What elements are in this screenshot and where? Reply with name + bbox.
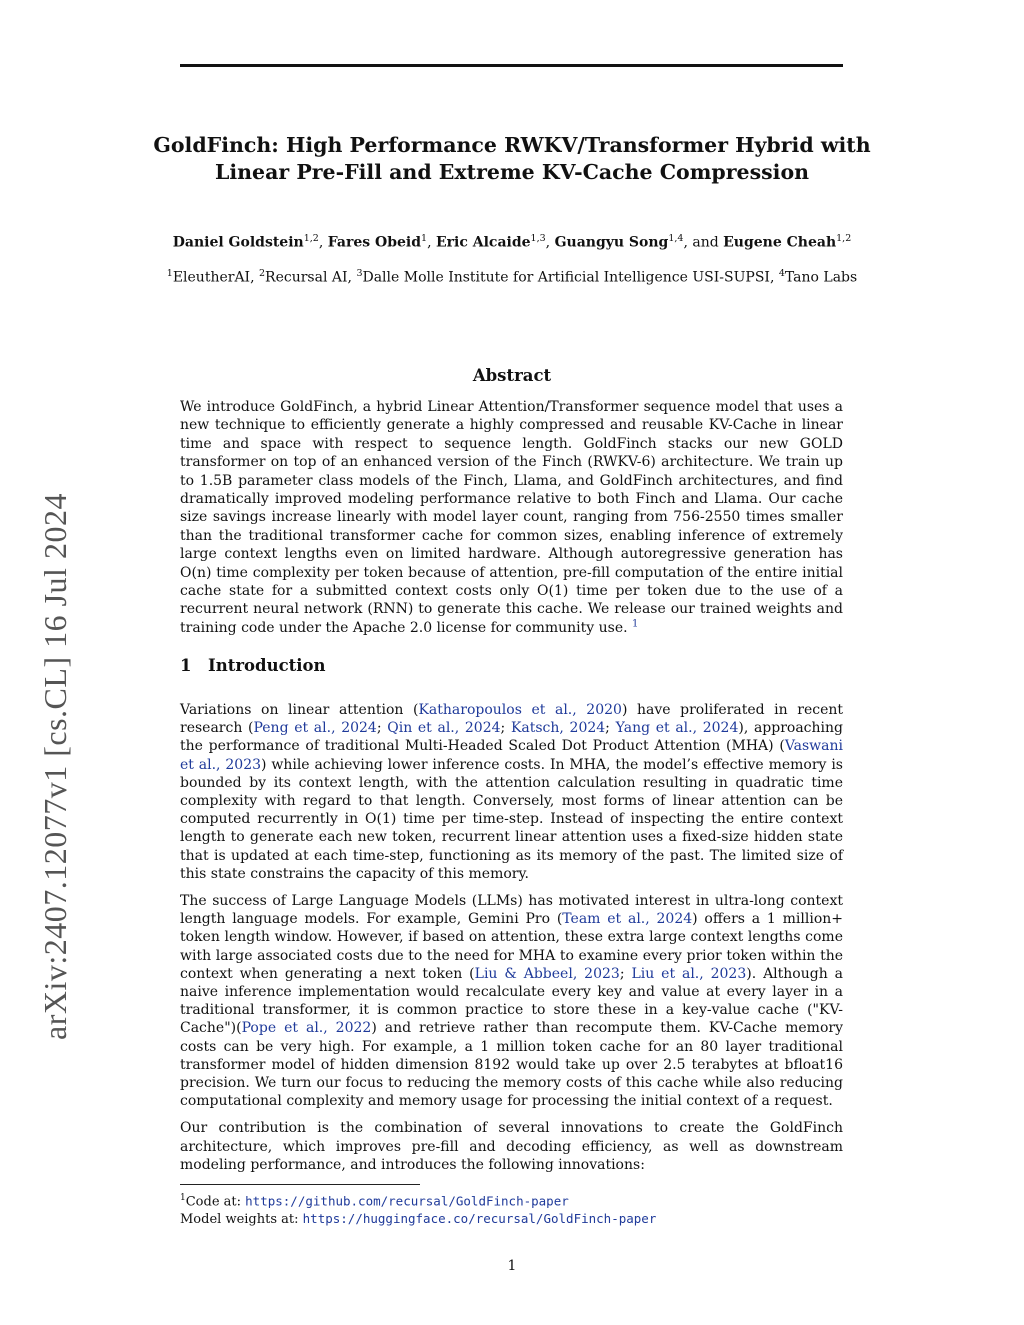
author-affiliation: 1,3: [530, 233, 546, 244]
author-name: Eric Alcaide: [435, 234, 531, 251]
citation-link[interactable]: Vaswani et al., 2023: [180, 738, 843, 773]
title-line-1: GoldFinch: High Performance RWKV/Transformer Hybrid with: [153, 133, 871, 157]
footnote-code-label: Code at:: [185, 1194, 246, 1210]
author-name: Eugene Cheah: [723, 234, 837, 251]
introduction-body: [180, 701, 843, 1183]
author-affiliation: 1,2: [836, 233, 852, 244]
author-name: Fares Obeid: [327, 234, 422, 251]
affiliation-number: 1: [166, 268, 173, 279]
citation-link[interactable]: Pope et al., 2022: [241, 1020, 372, 1037]
text: ) have proliferated in recent research (: [180, 702, 844, 737]
affiliation-name: EleutherAI: [172, 269, 251, 286]
author-name: Daniel Goldstein: [172, 234, 304, 251]
affiliation-name: Recursal AI: [265, 269, 348, 286]
footnote-rule: [180, 1184, 420, 1185]
author-affiliation: 1,4: [668, 233, 684, 244]
footnote-code-line: [180, 1190, 843, 1210]
text: ). Although a naive inference implementation would recalculate every key and value at every layer in a traditional transformer, it is common practice to store these in a key-value cache ("KV-Cache")(: [180, 965, 843, 1037]
section-number: 1: [180, 656, 192, 675]
text: ) while achieving lower inference costs. In MHA, the model’s effective memory is bounded by its context length, with the attention calculation resulting in quadratic time complexity with regard to that length. Conversely, most forms of linear attention can be computed recurrently in O(1) time per time-step. Instead of inspecting the entire context length to generate each new token, recurrent linear attention uses a fixed-size hidden state that is updated at each time-step, functioning as its memory of the past. The limited size of this state constrains the capacity of this memory.: [180, 756, 843, 882]
author-and: , and: [683, 234, 724, 251]
abstract-heading: Abstract: [472, 366, 552, 385]
footnote-link[interactable]: 1: [632, 618, 639, 630]
author-affiliation: 1,2: [303, 233, 319, 244]
citation-link[interactable]: Yang et al., 2024: [615, 720, 739, 737]
top-rule: [180, 64, 843, 67]
page-number: 1: [507, 1258, 517, 1274]
text: ), approaching the performance of traditional Multi-Headed Scaled Dot Product Attention (MHA) (: [180, 720, 844, 755]
citation-link[interactable]: Liu et al., 2023: [631, 965, 747, 982]
author-affiliation: 1: [421, 233, 428, 244]
text: ) and retrieve rather than recompute them. KV-Cache memory costs can be very high. For example, a 1 million token cache for an 80 layer traditional transformer model of hidden dimension 8192 would take up over 2.5 terabytes at bfloat16 precision. We turn our focus to reducing the memory costs of this cache while also reducing computational complexity and memory usage for processing the initial context of a request.: [180, 1020, 843, 1110]
text: ;: [500, 720, 511, 737]
footnote: [180, 1190, 843, 1228]
title-line-2: Linear Pre-Fill and Extreme KV-Cache Compression: [214, 160, 810, 184]
code-url-link[interactable]: https://github.com/recursal/GoldFinch-paper: [245, 1193, 569, 1209]
arxiv-identifier: arXiv:2407.12077v1 [cs.CL] 16 Jul 2024: [37, 493, 73, 1040]
citation-link[interactable]: Liu & Abbeel, 2023: [474, 965, 620, 982]
section-heading: [180, 654, 843, 678]
affiliation-number: 2: [259, 268, 266, 279]
text: ;: [619, 965, 632, 982]
text: ;: [376, 720, 388, 737]
paragraph: Our contribution is the combination of several innovations to create the GoldFinch architecture, which improves pre-fill and decoding efficiency, as well as downstream modeling performance, and introduces the following innovations:: [180, 1120, 843, 1173]
abstract-body: [180, 398, 843, 637]
author-list: Daniel Goldstein$^{1,2}$, Fares Obeid$^1$, Eric Alcaide$^{1,3}$, Guangyu Song$^{1,4}$, and Eugene Cheah$^{1,2}$: [172, 233, 852, 251]
citation-link[interactable]: Katsch, 2024: [510, 720, 606, 737]
text: ;: [605, 720, 616, 737]
affiliation-name: Dalle Molle Institute for Artificial Intelligence USI-SUPSI: [362, 269, 770, 286]
citation-link[interactable]: Team et al., 2024: [562, 911, 693, 928]
paragraph: [180, 701, 843, 883]
text: The success of Large Language Models (LLMs) has motivated interest in ultra-long context length language models. For example, Gemini Pro (: [180, 893, 843, 928]
abstract-text: We introduce GoldFinch, a hybrid Linear Attention/Transformer sequence model that uses a new technique to efficiently generate a highly compressed and reusable KV-Cache in linear time and space with respect to sequence length. GoldFinch stacks our new GOLD transformer on top of an enhanced version of the Finch (RWKV-6) architecture. We train up to 1.5B parameter class models of the Finch, Llama, and GoldFinch architectures, and find dramatically improved modeling performance relative to both Finch and Llama. Our cache size savings increase linearly with model layer count, ranging from 756-2550 times smaller than the traditional transformer cache for common sizes, enabling inference of extremely large context lengths even on limited hardware. Although autoregressive generation has O(n) time complexity per token because of attention, pre-fill computation of the entire initial cache state for a submitted context costs only O(1) time per token due to the use of a recurrent neural network (RNN) to generate this cache. We release our trained weights and training code under the Apache 2.0 license for community use.: [180, 399, 843, 636]
paragraph: [180, 892, 843, 1110]
author-name: Guangyu Song: [554, 234, 669, 251]
footnote-weights-label: Model weights at:: [180, 1212, 303, 1228]
text: ) offers a 1 million+ token length window. However, if based on attention, these extra large context lengths come with large associated costs due to the need for MHA to examine every prior token within the context when generating a next token (: [180, 911, 844, 982]
citation-link[interactable]: Katharopoulos et al., 2020: [418, 702, 622, 718]
section-title: Introduction: [208, 656, 326, 675]
paper-title: [150, 132, 874, 186]
text: Variations on linear attention (: [180, 702, 419, 718]
footnote-weights-line: [180, 1210, 843, 1228]
citation-link[interactable]: Peng et al., 2024: [253, 720, 377, 737]
footnote-mark: 1: [180, 1193, 186, 1203]
affiliation-number: 4: [778, 268, 785, 279]
affiliation-name: Tano Labs: [784, 269, 858, 286]
affiliation-number: 3: [356, 268, 363, 279]
citation-link[interactable]: Qin et al., 2024: [387, 720, 501, 737]
affiliation-list: $^1$EleutherAI, $^2$Recursal AI, $^3$Dalle Molle Institute for Artificial Intelligence USI-SUPSI, $^4$Tano Labs: [166, 268, 858, 286]
weights-url-link[interactable]: https://huggingface.co/recursal/GoldFinch-paper: [302, 1211, 657, 1227]
